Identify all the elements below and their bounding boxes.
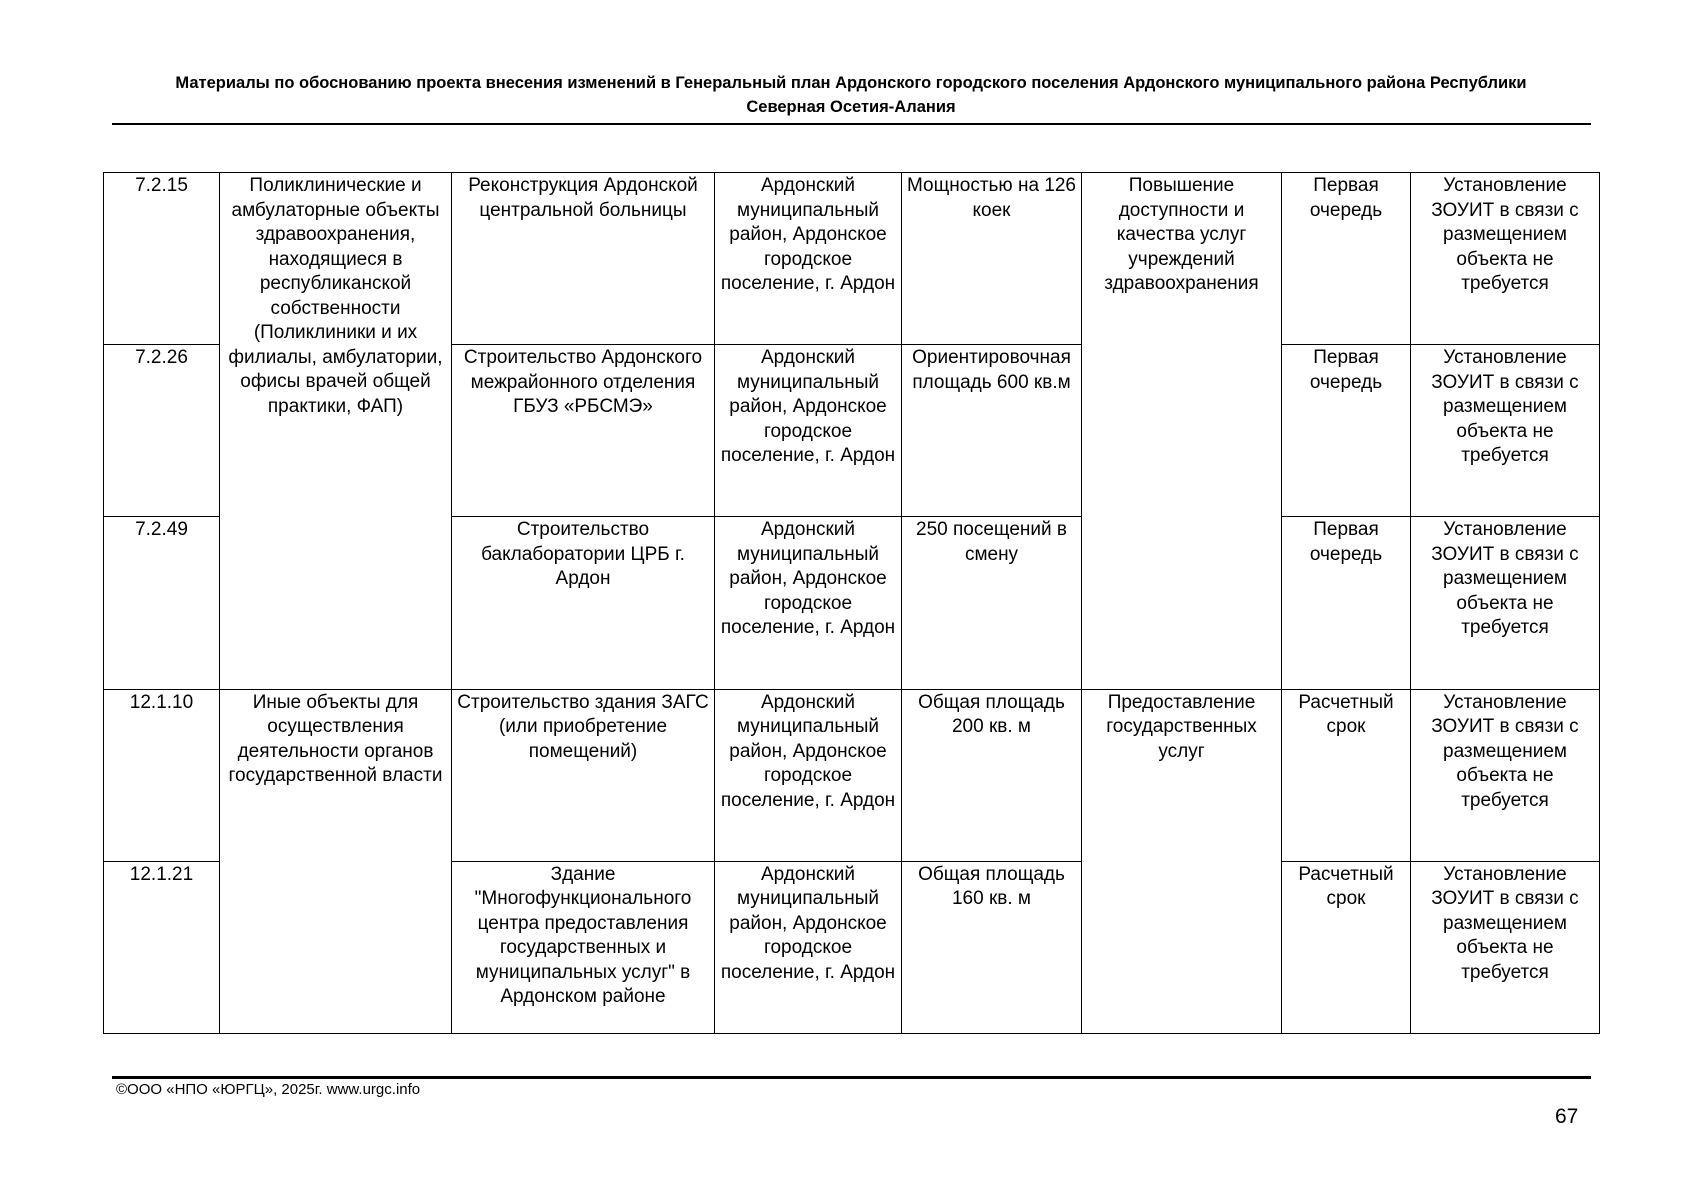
objects-table — [103, 172, 1600, 1034]
footer-divider — [112, 1076, 1591, 1079]
object-group-cell: Поликлинические и амбулаторные объекты здравоохранения, находящиеся в республиканской собственности (Поликлиники и их филиалы, амбулатории, офисы врачей общей практики, ФАП) — [220, 173, 452, 690]
zouit-cell: Установление ЗОУИТ в связи с размещением объекта не требуется — [1411, 345, 1600, 517]
object-name-cell: Строительство баклаборатории ЦРБ г. Ардон — [452, 517, 715, 689]
purpose-cell: Предоставление государственных услуг — [1082, 689, 1282, 1033]
header-divider — [112, 123, 1591, 125]
header-title-line-2: Северная Осетия-Алания — [746, 98, 956, 116]
object-id-cell: 7.2.26 — [104, 345, 220, 517]
table-row — [104, 173, 1600, 345]
capacity-cell: 250 посещений в смену — [902, 517, 1082, 689]
term-cell: Расчетный срок — [1282, 689, 1411, 861]
capacity-cell: Общая площадь 200 кв. м — [902, 689, 1082, 861]
object-group-cell: Иные объекты для осуществления деятельности органов государственной власти — [220, 689, 452, 1033]
term-cell: Первая очередь — [1282, 517, 1411, 689]
term-cell: Первая очередь — [1282, 345, 1411, 517]
object-name-cell: Строительство Ардонского межрайонного отделения ГБУЗ «РБСМЭ» — [452, 345, 715, 517]
zouit-cell: Установление ЗОУИТ в связи с размещением объекта не требуется — [1411, 689, 1600, 861]
location-cell: Ардонский муниципальный район, Ардонское городское поселение, г. Ардон — [715, 689, 902, 861]
capacity-cell: Мощностью на 126 коек — [902, 173, 1082, 345]
location-cell: Ардонский муниципальный район, Ардонское городское поселение, г. Ардон — [715, 345, 902, 517]
zouit-cell: Установление ЗОУИТ в связи с размещением объекта не требуется — [1411, 861, 1600, 1033]
page-number: 67 — [1555, 1105, 1579, 1128]
footer-copyright: ©ООО «НПО «ЮРГЦ», 2025г. www.urgc.info — [116, 1081, 421, 1098]
term-cell: Первая очередь — [1282, 173, 1411, 345]
object-name-cell: Строительство здания ЗАГС (или приобретение помещений) — [452, 689, 715, 861]
capacity-cell: Общая площадь 160 кв. м — [902, 861, 1082, 1033]
object-name-cell: Реконструкция Ардонской центральной больницы — [452, 173, 715, 345]
location-cell: Ардонский муниципальный район, Ардонское городское поселение, г. Ардон — [715, 173, 902, 345]
capacity-cell: Ориентировочная площадь 600 кв.м — [902, 345, 1082, 517]
zouit-cell: Установление ЗОУИТ в связи с размещением объекта не требуется — [1411, 173, 1600, 345]
object-name-cell: Здание "Многофункционального центра предоставления государственных и муниципальных услуг" в Ардонском районе — [452, 861, 715, 1033]
object-id-cell: 12.1.21 — [104, 861, 220, 1033]
table-row — [104, 689, 1600, 861]
object-id-cell: 7.2.49 — [104, 517, 220, 689]
purpose-cell: Повышение доступности и качества услуг учреждений здравоохранения — [1082, 173, 1282, 690]
object-id-cell: 12.1.10 — [104, 689, 220, 861]
term-cell: Расчетный срок — [1282, 861, 1411, 1033]
zouit-cell: Установление ЗОУИТ в связи с размещением объекта не требуется — [1411, 517, 1600, 689]
object-id-cell: 7.2.15 — [104, 173, 220, 345]
document-header — [112, 71, 1590, 119]
header-title-line-1: Материалы по обоснованию проекта внесения изменений в Генеральный план Ардонского городского поселения Ардонского муниципального района Республики — [175, 74, 1527, 92]
location-cell: Ардонский муниципальный район, Ардонское городское поселение, г. Ардон — [715, 861, 902, 1033]
location-cell: Ардонский муниципальный район, Ардонское городское поселение, г. Ардон — [715, 517, 902, 689]
